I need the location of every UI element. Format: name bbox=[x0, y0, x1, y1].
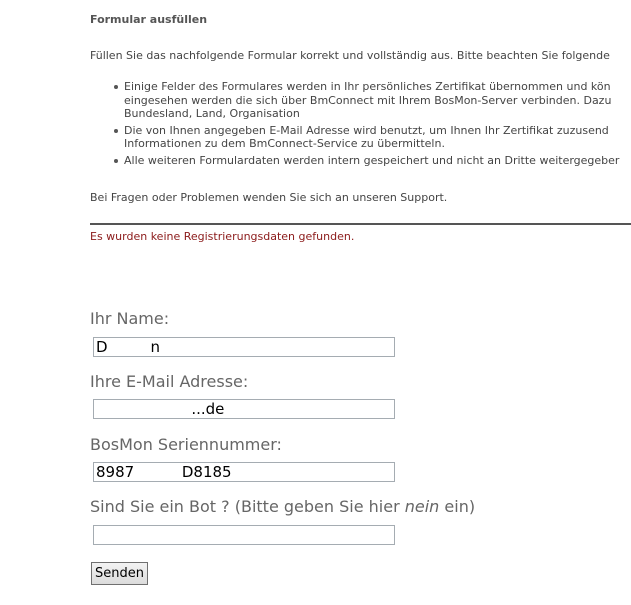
bot-label-prefix: Sind Sie ein Bot ? (Bitte geben Sie hier bbox=[90, 497, 405, 516]
info-list bbox=[90, 80, 631, 170]
list-item-line: eingesehen werden die sich über BmConnect mit Ihrem BosMon-Server verbinden. Dazu bbox=[124, 93, 612, 107]
list-item bbox=[124, 80, 631, 121]
email-label: Ihre E-Mail Adresse: bbox=[90, 372, 249, 391]
name-input[interactable] bbox=[93, 337, 395, 357]
list-item-line: Die von Ihnen angegeben E-Mail Adresse wird benutzt, um Ihnen Ihr Zertifikat zuzusend bbox=[124, 123, 609, 137]
list-item-line: Informationen zu dem BmConnect-Service zu übermitteln. bbox=[124, 137, 445, 150]
page-title: Formular ausfüllen bbox=[90, 13, 208, 26]
divider bbox=[90, 223, 631, 225]
bot-label-suffix: ein) bbox=[439, 497, 476, 516]
registration-page bbox=[90, 0, 631, 605]
list-item bbox=[124, 124, 631, 151]
submit-button[interactable]: Senden bbox=[91, 562, 148, 585]
bot-label bbox=[90, 497, 475, 516]
email-input[interactable] bbox=[93, 399, 395, 419]
list-item-line: Alle weiteren Formulardaten werden intern gespeichert und nicht an Dritte weitergegeber bbox=[124, 153, 620, 167]
bot-label-emphasis: nein bbox=[404, 497, 440, 516]
error-message: Es wurden keine Registrierungsdaten gefunden. bbox=[90, 230, 355, 243]
serial-label: BosMon Seriennummer: bbox=[90, 435, 282, 454]
list-item bbox=[124, 154, 631, 168]
support-text: Bei Fragen oder Problemen wenden Sie sich an unseren Support. bbox=[90, 191, 448, 204]
list-item-line: Bundesland, Land, Organisation bbox=[124, 107, 300, 120]
bot-check-input[interactable] bbox=[93, 525, 395, 545]
name-label: Ihr Name: bbox=[90, 309, 170, 328]
list-item-line: Einige Felder des Formulares werden in Ihr persönliches Zertifikat übernommen und kön bbox=[124, 80, 611, 93]
intro-text: Füllen Sie das nachfolgende Formular korrekt und vollständig aus. Bitte beachten Sie folgende bbox=[90, 49, 610, 62]
serial-input[interactable] bbox=[93, 462, 395, 482]
